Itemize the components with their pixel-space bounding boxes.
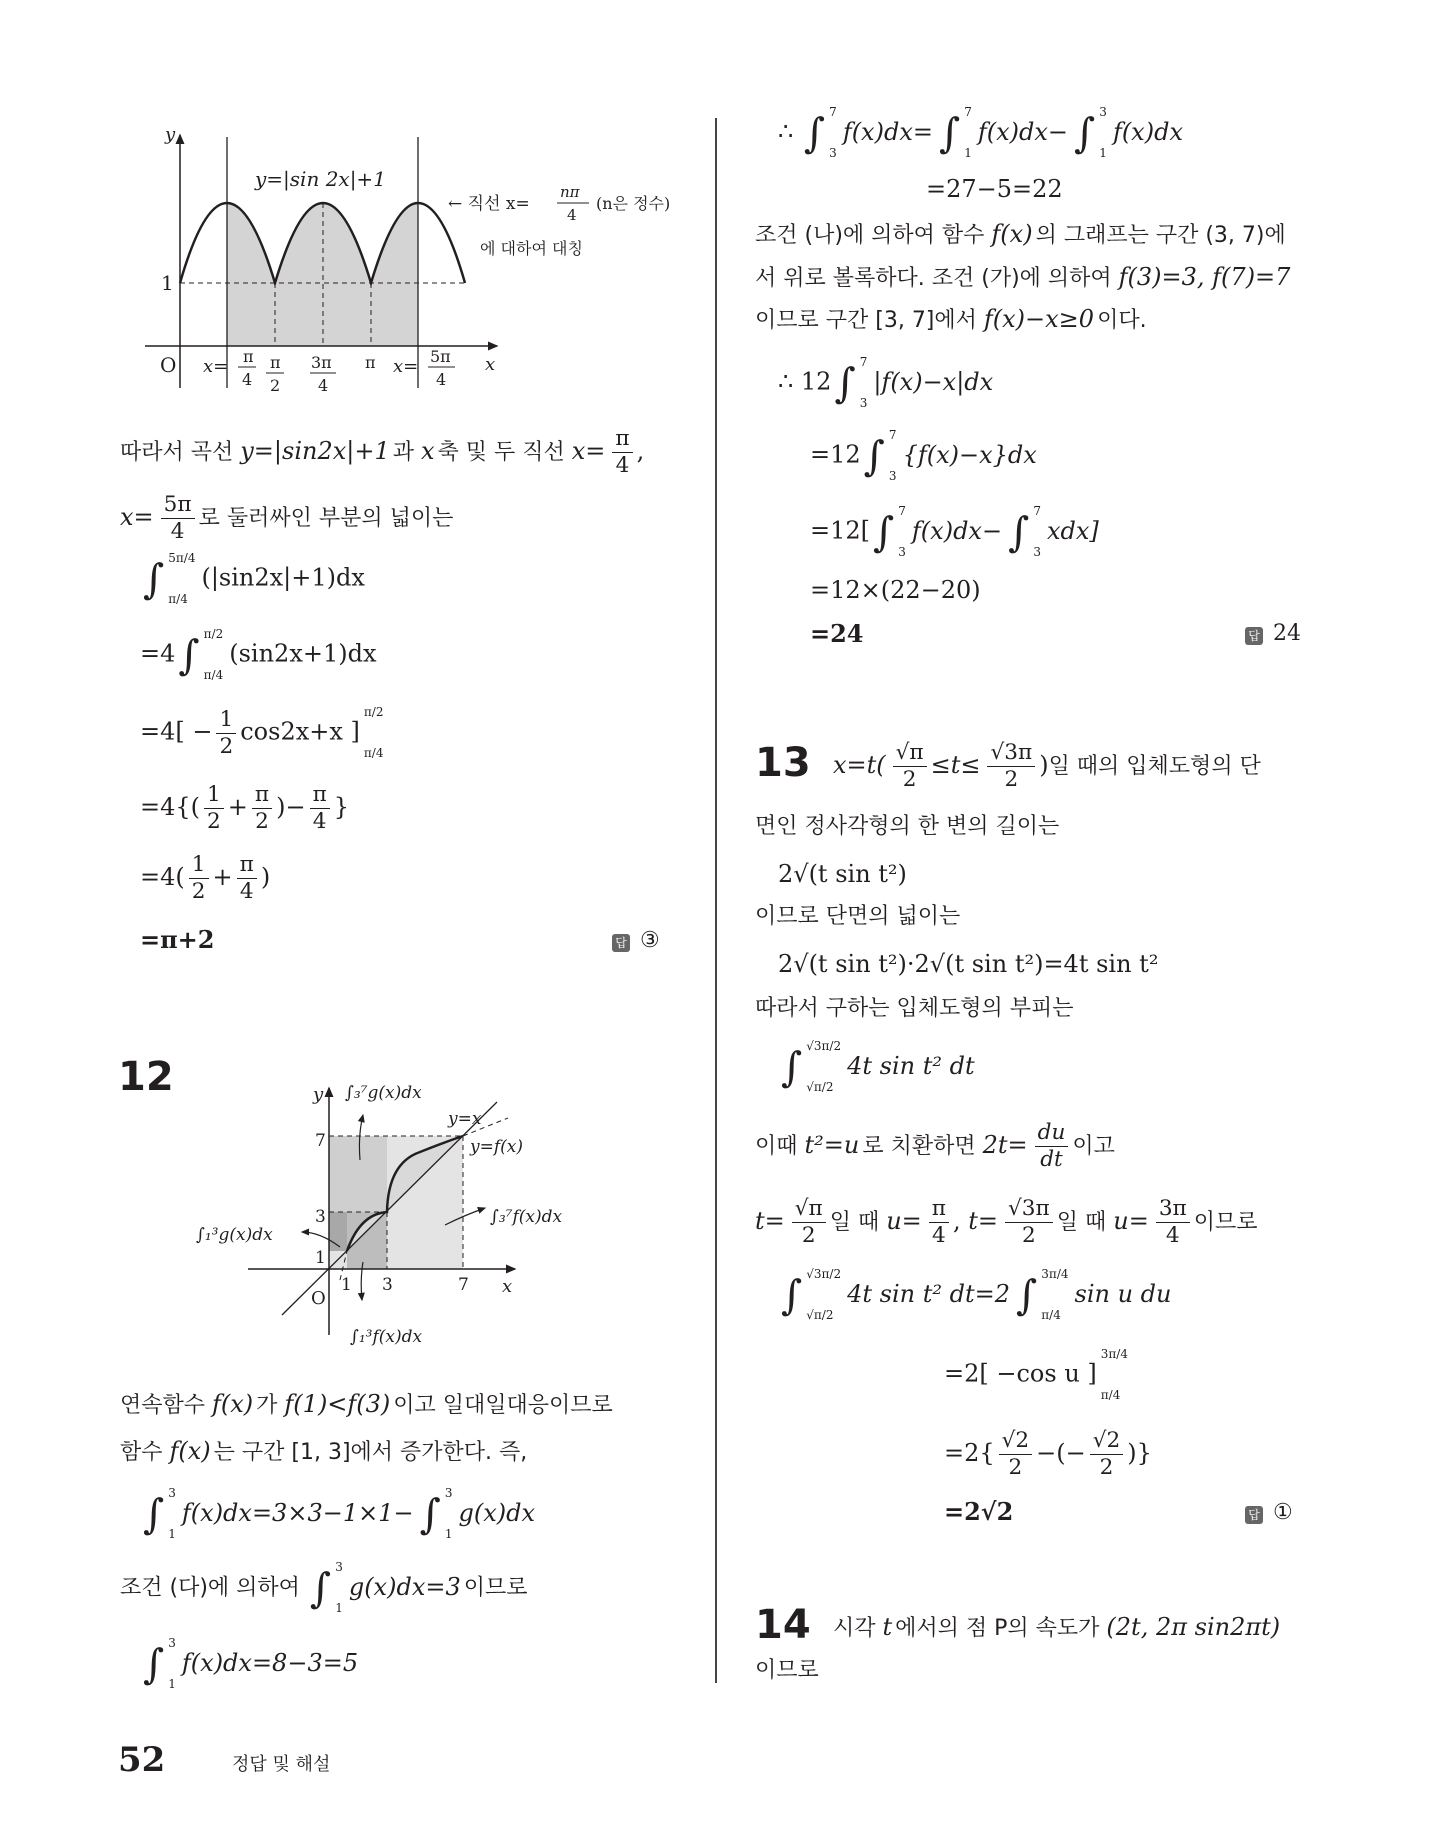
line1-num: π — [243, 347, 254, 366]
integral-limits: π/2 π/4 — [203, 627, 224, 682]
math-line: =12∫ 7 3 {f(x)−x}dx — [810, 428, 1037, 483]
math-line: =2[ −cos u ] 3π/4 π/4 — [944, 1347, 1128, 1402]
fraction: $\frac{√2}{2}$ — [1090, 1428, 1124, 1481]
line2-label: x= — [393, 356, 419, 377]
integral-sign: ∫ — [143, 1639, 165, 1688]
curve-label: y=|sin 2x|+1 — [255, 167, 386, 191]
origin-label: O — [160, 353, 177, 377]
integral-limits: π/2 π/4 — [363, 705, 384, 760]
integral-limits: 7 3 — [1033, 504, 1041, 559]
integral-limits: 7 1 — [964, 105, 972, 160]
label-f-3-7: ∫₃⁷f(x)dx — [490, 1207, 563, 1227]
integral-sign: ∫ — [1016, 1270, 1038, 1319]
math-line: =12[∫ 7 3 f(x)dx− ∫ 7 3 xdx] — [810, 504, 1099, 559]
integral-limits: 7 3 — [888, 428, 897, 483]
result: =2√2 — [944, 1497, 1014, 1526]
label-y-eq-fx: y=f(x) — [470, 1137, 523, 1157]
label-y-eq-x: y=x — [448, 1109, 482, 1129]
x-label: x — [485, 354, 496, 375]
x-tick: 1 — [341, 1275, 352, 1295]
text-line: 조건 (다)에 의하여 ∫ 3 1 g(x)dx=3 이므로 — [120, 1560, 528, 1615]
text-line: 서 위로 볼록하다. 조건 (가)에 의하여 f(3)=3, f(7)=7 — [755, 263, 1291, 291]
integral-sign: ∫ — [873, 507, 895, 556]
fraction: $\frac{\pi}{2}$ — [252, 782, 272, 835]
math: (|sin2x|+1)dx — [201, 563, 365, 592]
text-line: t= $\frac{√\pi}{2}$ 일 때 u= $\frac{\pi}{4}$ , t= $\frac{√3\pi}{2}$ 일 때 u= $\frac{3\pi}{4}$ 이므로 — [755, 1196, 1258, 1248]
math-line: 2√(t sin t²)·2√(t sin t²)=4t sin t² — [778, 950, 1159, 978]
integral-sign: ∫ — [863, 431, 885, 480]
text: 로 둘러싸인 부분의 넓이는 — [198, 505, 454, 531]
fraction: $\frac{\pi}{4}$ — [929, 1196, 949, 1249]
math-line: =4{( $\frac{1}{2}$ + $\frac{\pi}{2}$ )− $\frac{\pi}{4}$ } — [140, 782, 350, 834]
integral-sign: ∫ — [143, 554, 165, 603]
integral-sign: ∫ — [834, 358, 856, 407]
fraction: $\frac{du}{dt}$ — [1035, 1120, 1069, 1173]
text-line: 면인 정사각형의 한 변의 길이는 — [755, 814, 1060, 839]
result: =π+2 — [140, 925, 215, 954]
fraction: $\frac{\pi}{4}$ — [237, 852, 257, 905]
fraction: $\frac{1}{2}$ — [216, 707, 236, 760]
math: (sin2x+1)dx — [229, 639, 377, 668]
integral-limits: 3 1 — [168, 1486, 176, 1541]
fraction: $\frac{√3\pi}{2}$ — [1005, 1196, 1053, 1249]
math-line: =2{ $\frac{√2}{2}$ −(− $\frac{√2}{2}$ )} — [944, 1428, 1152, 1480]
math-line: ∴ ∫ 7 3 f(x)dx= ∫ 7 1 f(x)dx− ∫ 3 1 f(x)dx — [778, 105, 1183, 160]
y-tick-1: 1 — [161, 271, 174, 295]
y-label: y — [313, 1084, 324, 1105]
fraction: $\frac{√\pi}{2}$ — [792, 1196, 826, 1249]
note-num: nπ — [560, 183, 580, 201]
integral-limits: 3π/4 π/4 — [1100, 1347, 1128, 1402]
integral-limits: 3 1 — [444, 1486, 453, 1541]
column-divider — [715, 118, 717, 1683]
answer: 답 ① — [1245, 1500, 1293, 1525]
tick-den: 2 — [270, 376, 281, 395]
answer: 답 24 — [1245, 621, 1301, 646]
integral-sign: ∫ — [143, 1489, 165, 1538]
problem-number: 12 — [118, 1054, 174, 1100]
note-den: 4 — [567, 206, 577, 224]
label-f-1-3: ∫₁³f(x)dx — [350, 1327, 423, 1347]
integral-limits: √3π/2 √π/2 — [806, 1267, 842, 1322]
math: y=|sin2x|+1 — [240, 436, 390, 465]
label-g-1-3: ∫₁³g(x)dx — [196, 1225, 273, 1245]
integral-limits: 7 3 — [859, 355, 868, 410]
text: 축 및 두 직선 — [437, 439, 572, 465]
answer: 답 ③ — [612, 928, 660, 953]
math-line: ∴ 12∫ 7 3 |f(x)−x|dx — [778, 355, 994, 410]
problem-number: 14 — [755, 1602, 811, 1648]
fraction: $\frac{5\pi}{4}$ — [161, 492, 195, 545]
tick-num: π — [270, 353, 281, 372]
tick-den: 4 — [318, 376, 329, 395]
fraction: $\frac{1}{2}$ — [204, 782, 224, 835]
note: ← 직선 x= — [448, 194, 530, 214]
text-line: 따라서 구하는 입체도형의 부피는 — [755, 996, 1074, 1021]
text-line: 이므로 구간 [3, 7]에서 f(x)−x≥0 이다. — [755, 305, 1147, 333]
text-line: x=t( $\frac{√\pi}{2}$ ≤t≤ $\frac{√3\pi}{2}$ )일 때의 입체도형의 단 — [833, 740, 1261, 792]
integral-sign: ∫ — [178, 630, 200, 679]
x-tick: 3 — [382, 1275, 393, 1295]
math-line: ∫ √3π/2 √π/2 4t sin t² dt — [781, 1039, 975, 1094]
footer-section: 정답 및 해설 — [232, 1754, 331, 1775]
fraction: $\frac{\pi}{4}$ — [612, 426, 632, 479]
line1-label: x= — [203, 356, 229, 377]
integral-sign: ∫ — [938, 108, 961, 157]
page-number: 52 — [118, 1740, 166, 1780]
math-line: ∫ 3 1 f(x)dx=8−3=5 — [143, 1636, 359, 1691]
tick-num: 3π — [311, 353, 332, 372]
text-line: 이므로 단면의 넓이는 — [755, 904, 961, 929]
graph-inverse — [0, 0, 720, 1380]
math-line: =4( $\frac{1}{2}$ + $\frac{\pi}{4}$ ) — [140, 852, 271, 904]
integral-limits: 7 3 — [898, 504, 906, 559]
y-tick: 3 — [315, 1207, 326, 1227]
math-line: =12×(22−20) — [810, 576, 981, 604]
text-line: 이므로 — [755, 1658, 819, 1683]
integral-sign: ∫ — [419, 1489, 441, 1538]
line2-den: 4 — [436, 370, 447, 389]
text-line: 조건 (나)에 의하여 함수 f(x) 의 그래프는 구간 (3, 7)에 — [755, 220, 1286, 248]
y-tick: 1 — [315, 1248, 326, 1268]
math-line: =27−5=22 — [926, 175, 1063, 203]
integral-limits: 3 1 — [335, 1560, 343, 1615]
integral-limits: 3π/4 π/4 — [1041, 1267, 1069, 1322]
text-line: 시각 t 에서의 점 P의 속도가 (2t, 2π sin2πt) — [833, 1613, 1281, 1641]
fraction: $\frac{3\pi}{4}$ — [1156, 1196, 1190, 1249]
math-line: 2√(t sin t²) — [778, 860, 907, 888]
fraction: $\frac{\pi}{4}$ — [310, 782, 330, 835]
integral-sign: ∫ — [1074, 108, 1096, 157]
line1-den: 4 — [242, 370, 253, 389]
integral-limits: √3π/2 √π/2 — [806, 1039, 842, 1094]
integral-sign: ∫ — [781, 1042, 803, 1091]
fraction: $\frac{√\pi}{2}$ — [893, 740, 927, 793]
integral-limits: 5π/4 π/4 — [168, 551, 196, 606]
note-suffix: (n은 정수) — [596, 194, 671, 213]
math-line: ∫ √3π/2 √π/2 4t sin t² dt=2 ∫ 3π/4 π/4 sin u du — [781, 1267, 1172, 1322]
integral-limits: 3 1 — [168, 1636, 176, 1691]
integral-sign: ∫ — [1008, 507, 1030, 556]
fraction: $\frac{√2}{2}$ — [999, 1428, 1033, 1481]
note-line2: 에 대하여 대칭 — [480, 239, 583, 258]
integral-sign: ∫ — [803, 108, 826, 157]
text-line: 연속함수 f(x) 가 f(1)<f(3) 이고 일대일대응이므로 — [120, 1390, 613, 1418]
y-tick: 7 — [315, 1131, 326, 1151]
fraction: $\frac{1}{2}$ — [189, 852, 209, 905]
result: =24 — [810, 619, 864, 648]
math: x= — [571, 436, 606, 465]
problem-number: 13 — [755, 740, 811, 786]
x-label: x — [502, 1276, 513, 1297]
fraction: $\frac{√3\pi}{2}$ — [987, 740, 1035, 793]
text-line: 이때 t²=u 로 치환하면 2t= $\frac{du}{dt}$ 이고 — [755, 1120, 1115, 1172]
label-g-3-7: ∫₃⁷g(x)dx — [345, 1083, 422, 1103]
x-tick: 7 — [458, 1275, 469, 1295]
integral-sign: ∫ — [309, 1563, 332, 1612]
tick-pi: π — [365, 353, 376, 372]
line2-num: 5π — [430, 347, 451, 366]
math: x — [420, 436, 435, 465]
math-line: ∫ 3 1 f(x)dx=3×3−1×1− ∫ 3 1 g(x)dx — [143, 1486, 536, 1541]
y-label: y — [165, 124, 176, 145]
origin-label: O — [311, 1288, 326, 1309]
text-line: 함수 f(x) 는 구간 [1, 3]에서 증가한다. 즉, — [120, 1437, 528, 1465]
math-line: =4∫ π/2 π/4 (sin2x+1)dx — [140, 627, 377, 682]
text: 과 — [392, 439, 421, 465]
integral-limits: 3 1 — [1099, 105, 1107, 160]
math-line: =4[ − $\frac{1}{2}$ cos2x+x ] π/2 π/4 — [140, 705, 384, 760]
math: x= — [120, 502, 154, 531]
integral-limits: 7 3 — [829, 105, 837, 160]
text: , — [636, 436, 645, 465]
text: 따라서 곡선 — [120, 439, 241, 465]
integral-sign: ∫ — [781, 1270, 803, 1319]
